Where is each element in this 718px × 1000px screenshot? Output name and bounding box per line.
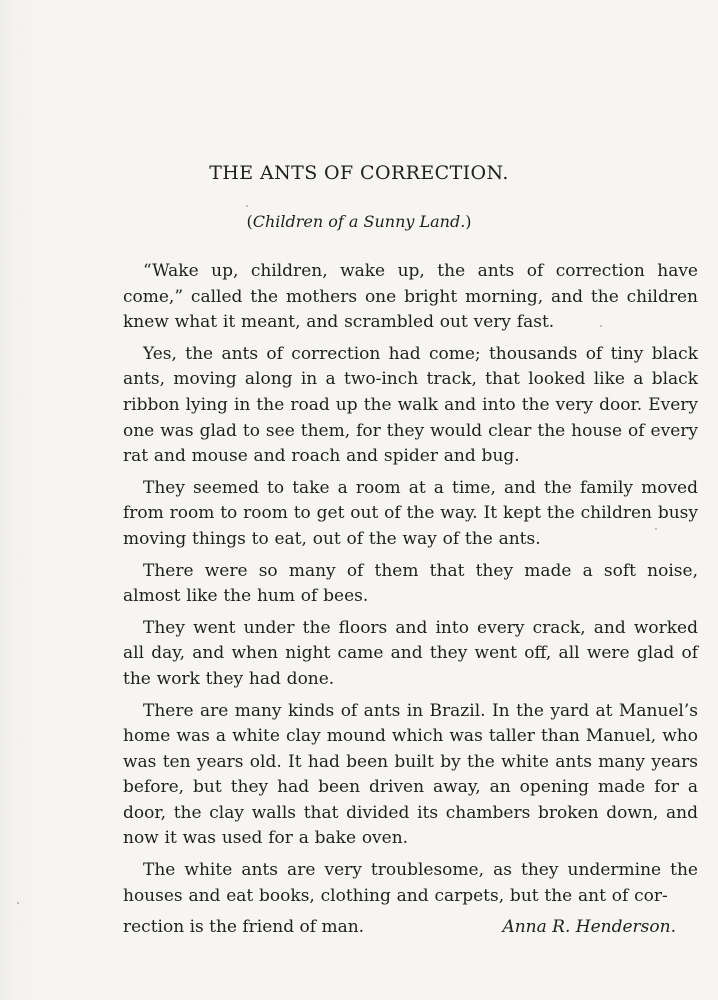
final-line	[123, 915, 698, 941]
paragraph-2: Yes, the ants of correction had come; thousands of tiny black ants, moving along in a two-inch track, that looked like a black ribbon lying in the road up the walk and into the very door. Every one was glad to see them, for they would clear the house of every rat and mouse and roach and spider and bug.	[123, 343, 698, 467]
paper-speck	[17, 902, 19, 904]
page-title: THE ANTS OF CORRECTION.	[209, 162, 509, 184]
paragraph-7: The white ants are very troublesome, as they undermine the houses and eat books, clothing and carpets, but the ant of cor-	[123, 860, 698, 906]
subtitle-open-paren: (	[246, 212, 253, 231]
paragraph-4: There were so many of them that they made a soft noise, almost like the hum of bees.	[123, 560, 698, 607]
paragraph-6: There are many kinds of ants in Brazil. In the yard at Manuel’s home was a white clay mound which was taller than Manuel, who was ten years old. It had been built by the white ants many years before, but they had been driven away, an opening made for a door, the clay walls that divided its chambers broken down, and now it was used for a bake oven.	[123, 700, 698, 849]
paragraph-1: “Wake up, children, wake up, the ants of correction have come,” called the mothers one bright morning, and the children knew what it meant, and scrambled out very fast.	[123, 261, 698, 333]
paragraph-5: They went under the floors and into every crack, and worked all day, and when night came and they went off, all were glad of the work they had done.	[123, 617, 698, 689]
paragraph-3: They seemed to take a room at a time, and the family moved from room to room to get out of the way. It kept the children busy moving things to eat, out of the way of the ants.	[123, 477, 698, 549]
author-signature: Anna R. Henderson.	[502, 917, 676, 938]
paper-speck	[600, 325, 602, 327]
page-subtitle	[0, 212, 718, 232]
paper-speck	[246, 205, 248, 207]
subtitle-text: Children of a Sunny Land.	[252, 212, 466, 231]
subtitle-close-paren: )	[465, 212, 472, 231]
paper-speck	[655, 528, 657, 530]
final-line-text: rection is the friend of man.	[123, 917, 365, 938]
story-body	[123, 259, 698, 941]
